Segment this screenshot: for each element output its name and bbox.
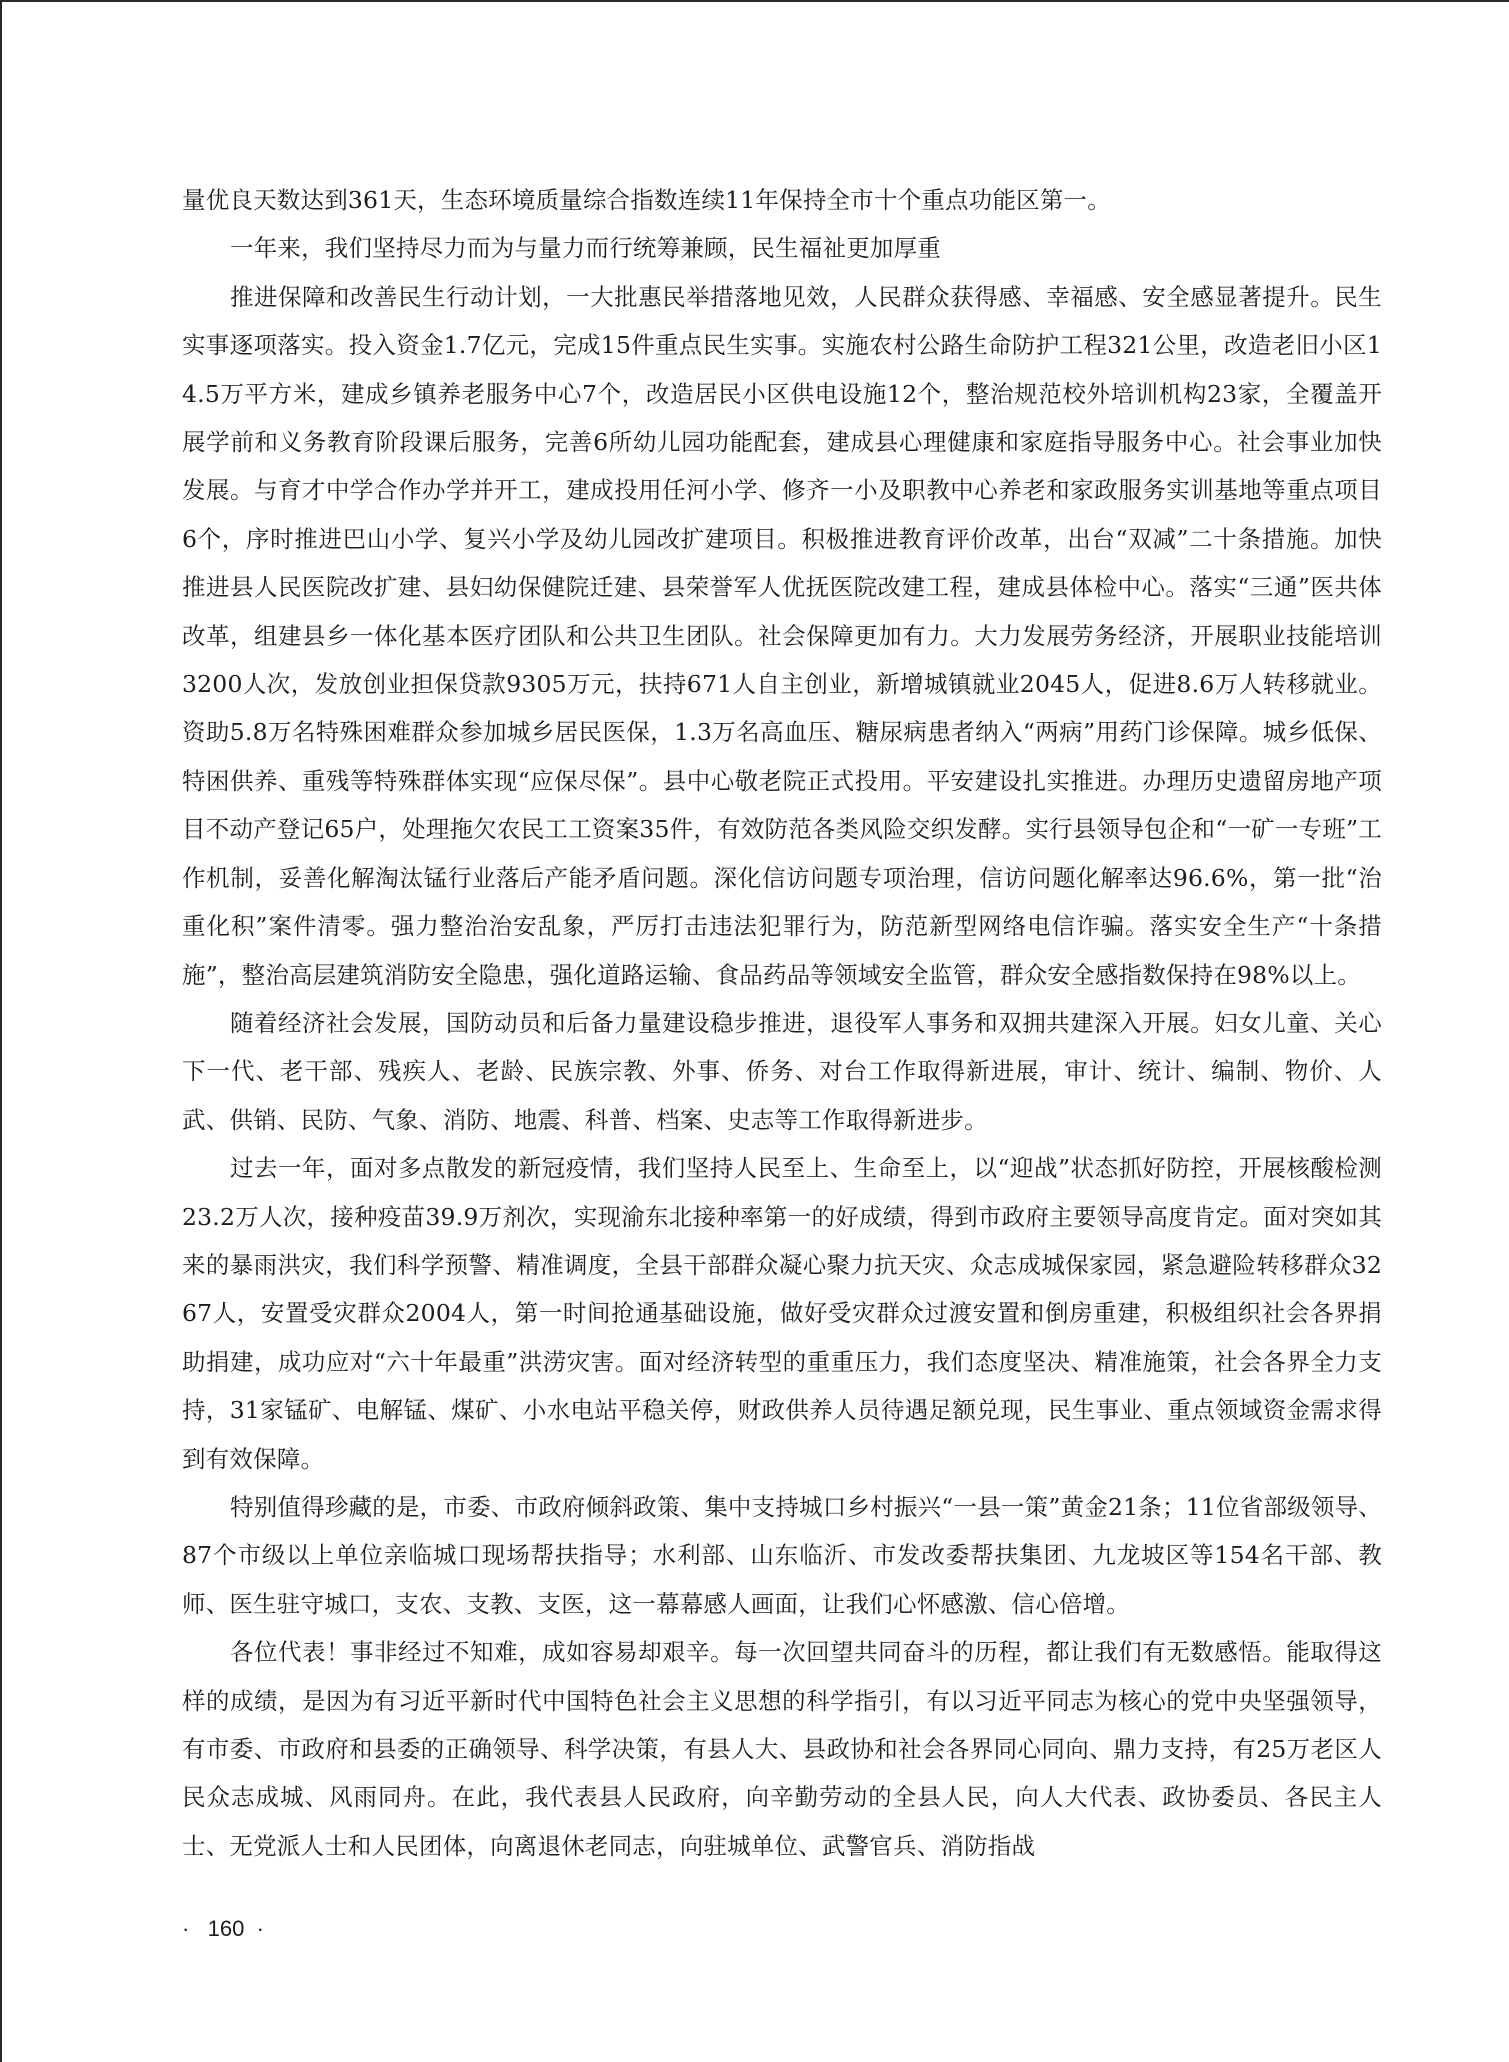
paragraph-5: 过去一年，面对多点散发的新冠疫情，我们坚持人民至上、生命至上，以“迎战”状态抓好防控，开展核酸检测23.2万人次，接种疫苗39.9万剂次，实现渝东北接种率第一的好成绩，得到市政府主要领导高度肯定。面对突如其来的暴雨洪灾，我们科学预警、精准调度，全县干部群众凝心聚力抗天灾、众志成城保家园，紧急避险转移群众3267人，安置受灾群众2004人，第一时间抢通基础设施，做好受灾群众过渡安置和倒房重建，积极组织社会各界捐助捐建，成功应对“六十年最重”洪涝灾害。面对经济转型的重重压力，我们态度坚决、精准施策，社会各界全力支持，31家锰矿、电解锰、煤矿、小水电站平稳关停，财政供养人员待遇足额兑现，民生事业、重点领域资金需求得到有效保障。: [182, 1154, 1382, 1473]
body-text: [182, 176, 1382, 1870]
paragraph-7: 各位代表！事非经过不知难，成如容易却艰辛。每一次回望共同奋斗的历程，都让我们有无数感悟。能取得这样的成绩，是因为有习近平新时代中国特色社会主义思想的科学指引，有以习近平同志为核心的党中央坚强领导，有市委、市政府和县委的正确领导、科学决策，有县人大、县政协和社会各界同心同向、鼎力支持，有25万老区人民众志成城、风雨同舟。在此，我代表县人民政府，向辛勤劳动的全县人民，向人大代表、政协委员、各民主人士、无党派人士和人民团体，向离退休老同志，向驻城单位、武警官兵、消防指战: [182, 1638, 1382, 1860]
paragraph-3: 推进保障和改善民生行动计划，一大批惠民举措落地见效，人民群众获得感、幸福感、安全感显著提升。民生实事逐项落实。投入资金1.7亿元，完成15件重点民生实事。实施农村公路生命防护工程321公里，改造老旧小区14.5万平方米，建成乡镇养老服务中心7个，改造居民小区供电设施12个，整治规范校外培训机构23家，全覆盖开展学前和义务教育阶段课后服务，完善6所幼儿园功能配套，建成县心理健康和家庭指导服务中心。社会事业加快发展。与育才中学合作办学并开工，建成投用任河小学、修齐一小及职教中心养老和家政服务实训基地等重点项目6个，序时推进巴山小学、复兴小学及幼儿园改扩建项目。积极推进教育评价改革，出台“双减”二十条措施。加快推进县人民医院改扩建、县妇幼保健院迁建、县荣誉军人优抚医院改建工程，建成县体检中心。落实“三通”医共体改革，组建县乡一体化基本医疗团队和公共卫生团队。社会保障更加有力。大力发展劳务经济，开展职业技能培训3200人次，发放创业担保贷款9305万元，扶持671人自主创业，新增城镇就业2045人，促进8.6万人转移就业。资助5.8万名特殊困难群众参加城乡居民医保，1.3万名高血压、糖尿病患者纳入“两病”用药门诊保障。城乡低保、特困供养、重残等特殊群体实现“应保尽保”。县中心敬老院正式投用。平安建设扎实推进。办理历史遗留房地产项目不动产登记65户，处理拖欠农民工工资案35件，有效防范各类风险交织发酵。实行县领导包企和“一矿一专班”工作机制，妥善化解淘汰锰行业落后产能矛盾问题。深化信访问题专项治理，信访问题化解率达96.6%，第一批“治重化积”案件清零。强力整治治安乱象，严厉打击违法犯罪行为，防范新型网络电信诈骗。落实安全生产“十条措施”，整治高层建筑消防安全隐患，强化道路运输、食品药品等领域安全监管，群众安全感指数保持在98%以上。: [182, 282, 1382, 989]
paragraph-4: 随着经济社会发展，国防动员和后备力量建设稳步推进，退役军人事务和双拥共建深入开展。妇女儿童、关心下一代、老干部、残疾人、老龄、民族宗教、外事、侨务、对台工作取得新进展，审计、统计、编制、物价、人武、供销、民防、气象、消防、地震、科普、档案、史志等工作取得新进步。: [182, 1008, 1382, 1134]
paragraph-6: 特别值得珍藏的是，市委、市政府倾斜政策、集中支持城口乡村振兴“一县一策”黄金21条；11位省部级领导、87个市级以上单位亲临城口现场帮扶指导；水利部、山东临沂、市发改委帮扶集团、九龙坡区等154名干部、教师、医生驻守城口，支农、支教、支医，这一幕幕感人画面，让我们心怀感激、信心倍增。: [182, 1492, 1382, 1618]
paragraph-1: 量优良天数达到361天，生态环境质量综合指数连续11年保持全市十个重点功能区第一。: [182, 186, 1111, 214]
page-number: · 160 ·: [182, 1916, 264, 1941]
paragraph-2: 一年来，我们坚持尽力而为与量力而行统筹兼顾，民生福祉更加厚重: [230, 234, 941, 263]
